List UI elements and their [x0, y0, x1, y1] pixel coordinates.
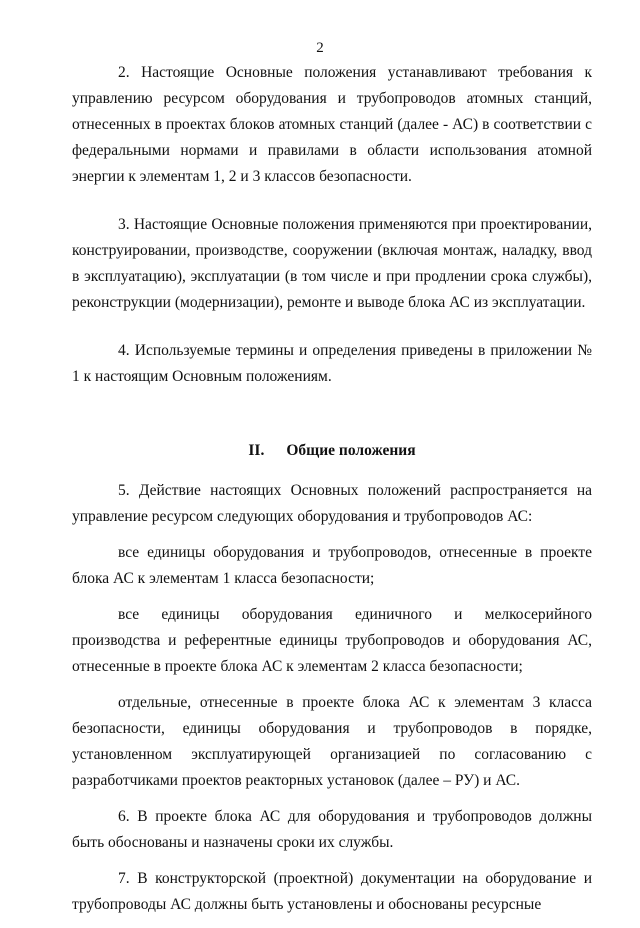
section-number: II.	[248, 442, 265, 459]
paragraph-2: 2. Настоящие Основные положения устанавливают требования к управлению ресурсом оборудования и трубопроводов атомных станций, отнесенных в проектах блоков атомных станций (далее - АС) в соответствии с федеральными нормами и правилами в области использования атомной энергии к элементам 1, 2 и 3 классов безопасности.	[72, 64, 592, 185]
list-item-class-2: все единицы оборудования единичного и мелкосерийного производства и референтные единицы трубопроводов и оборудования АС, отнесенные в проекте блока АС к элементам 2 класса безопасности;	[72, 606, 592, 675]
paragraph-6: 6. В проекте блока АС для оборудования и трубопроводов должны быть обоснованы и назначены сроки их службы.	[72, 808, 592, 851]
document-body	[72, 60, 592, 928]
paragraph-5: 5. Действие настоящих Основных положений распространяется на управление ресурсом следующих оборудования и трубопроводов АС:	[72, 482, 592, 525]
section-title: Общие положения	[286, 442, 416, 459]
paragraph-7: 7. В конструкторской (проектной) документации на оборудование и трубопроводы АС должны быть установлены и обоснованы ресурсные	[72, 870, 592, 913]
page-number: 2	[316, 40, 324, 56]
paragraph-3: 3. Настоящие Основные положения применяются при проектировании, конструировании, производстве, сооружении (включая монтаж, наладку, ввод в эксплуатацию), эксплуатации (в том числе и при продлении срока службы), реконструкции (модернизации), ремонте и выводе блока АС из эксплуатации.	[72, 216, 592, 311]
paragraph-4: 4. Используемые термины и определения приведены в приложении № 1 к настоящим Основным положениям.	[72, 342, 592, 385]
list-item-class-3: отдельные, отнесенные в проекте блока АС к элементам 3 класса безопасности, единицы оборудования и трубопроводов в порядке, установленном эксплуатирующей организацией по согласованию с разработчиками проектов реакторных установок (далее – РУ) и АС.	[72, 694, 592, 789]
section-heading	[72, 438, 592, 464]
list-item-class-1: все единицы оборудования и трубопроводов, отнесенные в проекте блока АС к элементам 1 класса безопасности;	[72, 544, 592, 587]
